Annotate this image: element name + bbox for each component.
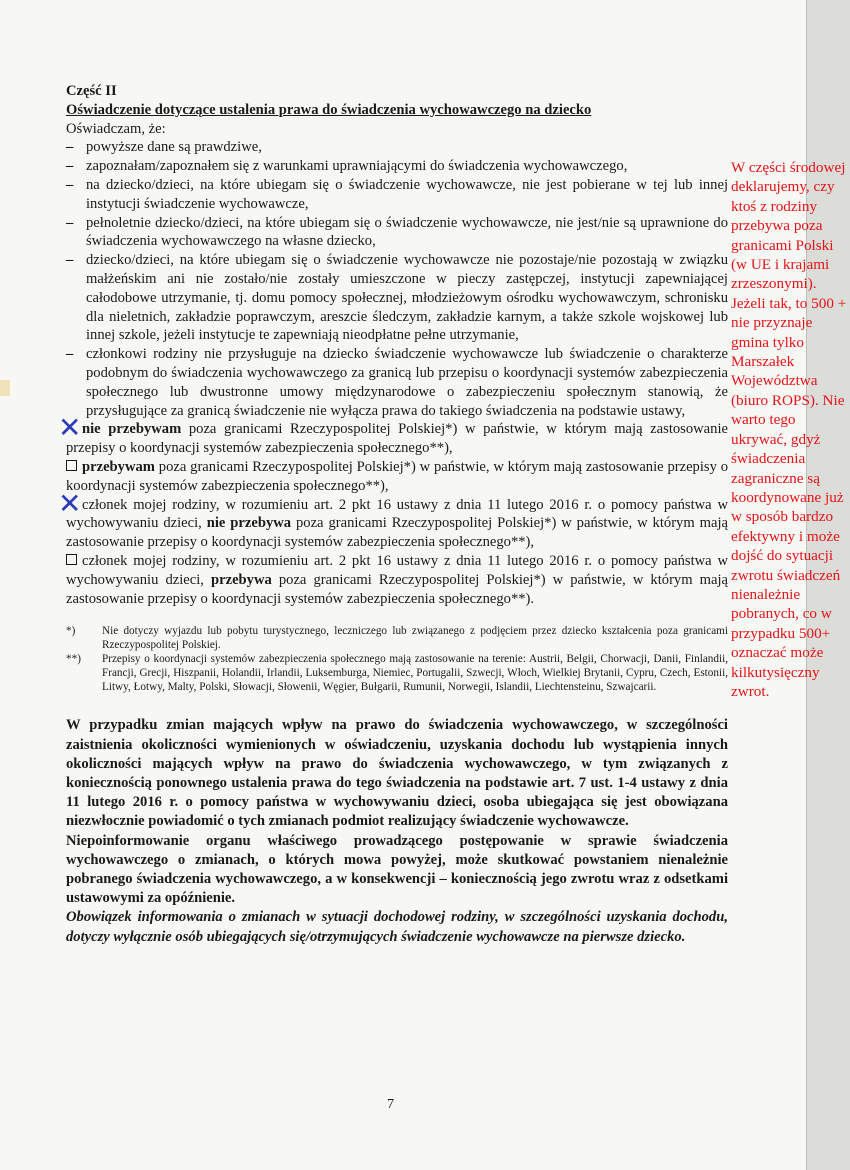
- option-text: poza granicami Rzeczypospolitej Polskiej*) w państwie, w którym mają zastosowanie przepisy o koordynacji systemów zabezpieczenia społecznego**),: [66, 458, 728, 494]
- checkbox-abroad-self[interactable]: [66, 460, 77, 471]
- document-content: [58, 82, 728, 947]
- option-abroad-self[interactable]: [66, 458, 728, 496]
- list-item: – na dziecko/dzieci, na które ubiegam się o świadczenie wychowawcze, nie jest pobierane w tej lub innej instytucji świadczenie wychowawcze,: [66, 176, 728, 214]
- notice-consequences: Niepoinformowanie organu właściwego prowadzącego postępowanie w sprawie świadczenia wychowawczego o zmianach, o których mowa powyżej, może skutkować powstaniem nienależnie pobranego świadczenia wychowawczego, a w konsekwencji – koniecznością jego zwrotu wraz z odsetkami ustawowymi za opóźnienie.: [66, 832, 728, 907]
- checkbox-abroad-family[interactable]: [66, 554, 77, 565]
- list-item: – dziecko/dzieci, na które ubiegam się o świadczenie wychowawcze nie pozostaje/nie pozostają w związku małżeńskim ani nie zostało/nie zostały umieszczone w pieczy zastępczej, instytucji zapewniającej całodobowe utrzymanie, tj. domu pomocy społecznej, młodzieżowym ośrodku wychowawczym, schronisku dla nieletnich, zakładzie poprawczym, areszcie śledczym, zakładzie karnym, a także szkole wojskowej lub innej szkole, jeżeli instytucje te zapewniają nieodpłatne pełne utrzymanie,: [66, 251, 728, 345]
- declaration-list: [66, 138, 728, 420]
- footnote-text: Nie dotyczy wyjazdu lub pobytu turystycznego, leczniczego lub związanego z podjęciem przez dziecko kształcenia poza granicami Rzeczypospolitej Polskiej.: [102, 625, 728, 652]
- section-heading: Oświadczenie dotyczące ustalenia prawa do świadczenia wychowawczego na dziecko: [66, 101, 592, 118]
- option-not-abroad-self[interactable]: [58, 411, 728, 458]
- footnote-mark: *): [66, 625, 76, 638]
- list-item: – pełnoletnie dziecko/dzieci, na które ubiegam się o świadczenie wychowawcze, nie jest/nie są uprawnione do świadczenia wychowawczego na własne dziecko,: [66, 214, 728, 252]
- margin-annotation: W części środowej deklarujemy, czy ktoś z rodziny przebywa poza granicami Polski (w UE i krajami zrzeszonymi). Jeżeli tak, to 500 + nie przyznaje gmina tylko Marszałek Województwa (biuro ROPS). Nie warto tego ukrywać, gdyż świadczenia zagraniczne są koordynowane już w sposób bardzo efektywny i może dojść do sytuacji zwrotu świadczeń nienależnie pobranych, co w przypadku 500+ oznaczać może kilkutysięczny zwrot.: [731, 159, 847, 700]
- footnote: [66, 652, 728, 694]
- list-item: – zapoznałam/zapoznałem się z warunkami uprawniającymi do świadczenia wychowawczego,: [66, 157, 728, 176]
- option-text: członek mojej rodziny, w rozumieniu art. 2 pkt 16 ustawy z dnia 11 lutego 2016 r. o pomocy państwa w wychowywaniu dzieci,: [66, 552, 728, 588]
- scan-stain: [0, 380, 10, 396]
- option-text: poza granicami Rzeczypospolitej Polskiej*) w państwie, w którym mają zastosowanie przepisy o koordynacji systemów zabezpieczenia społecznego**),: [66, 421, 728, 457]
- part-label: Część II: [66, 83, 117, 99]
- option-text: poza granicami Rzeczypospolitej Polskiej*) w państwie, w którym mają zastosowanie przepisy o koordynacji systemów zabezpieczenia społecznego**).: [66, 571, 728, 607]
- option-not-abroad-family[interactable]: [58, 486, 728, 552]
- option-bold-text: przebywam: [82, 458, 155, 475]
- option-text: członek mojej rodziny, w rozumieniu art. 2 pkt 16 ustawy z dnia 11 lutego 2016 r. o pomocy państwa w wychowywaniu dzieci,: [66, 496, 728, 532]
- option-bold-text: nie przebywam: [82, 421, 182, 438]
- list-item: – powyższe dane są prawdziwe,: [66, 138, 728, 157]
- footnote: [66, 624, 728, 652]
- notice-changes: W przypadku zmian mających wpływ na prawo do świadczenia wychowawczego, w szczególności zaistnienia okoliczności wymienionych w oświadczeniu, uzyskania dochodu lub wystąpienia innych okoliczności mających wpływ na prawo do świadczenia wychowawczego, w tym związanych z koniecznością ponownego ustalenia prawa do tego świadczenia na podstawie art. 7 ust. 1-4 ustawy z dnia 11 lutego 2016 r. o pomocy państwa w wychowywaniu dzieci, osoba ubiegająca się jest obowiązana niezwłocznie powiadomić o tych zmianach podmiot realizujący świadczenie wychowawcze.: [66, 717, 728, 830]
- option-bold-text: nie przebywa: [206, 515, 292, 532]
- list-item: – członkowi rodziny nie przysługuje na dziecko świadczenie wychowawcze lub świadczenie o charakterze podobnym do świadczenia wychowawczego za granicą lub przepisu o koordynacji systemów zabezpieczenia społecznego lub dwustronne umowy międzynarodowe o zabezpieczeniu społecznym stanowią, że przysługujące za granicą świadczenie nie wyłącza prawa do takiego świadczenia na podstawie ustawy,: [66, 345, 728, 420]
- footnote-mark: **): [66, 653, 81, 666]
- option-text: poza granicami Rzeczypospolitej Polskiej*) w państwie, w którym mają zastosowanie przepisy o koordynacji systemów zabezpieczenia społecznego**),: [66, 515, 728, 551]
- footnote-text: Przepisy o koordynacji systemów zabezpieczenia społecznego mają zastosowanie na terenie: Austrii, Belgii, Chorwacji, Danii, Finlandii, Francji, Grecji, Hiszpanii, Holandii, Irlandii, Luksemburga, Niemiec, Portugalii, Szwecji, Włoch, Wielkiej Brytanii, Cypru, Czech, Estonii, Litwy, Łotwy, Malty, Polski, Słowacji, Słowenii, Węgier, Bułgarii, Rumunii, Norwegii, Islandii, Liechtensteinu, Szwajcarii.: [102, 653, 728, 694]
- page-number: 7: [387, 1097, 394, 1112]
- notice-income: Obowiązek informowania o zmianach w sytuacji dochodowej rodziny, w szczególności uzyskania dochodu, dotyczy wyłącznie osób ubiegających się/otrzymujących świadczenie wychowawcze na pierwsze dziecko.: [66, 909, 728, 945]
- handwritten-x-mark: ✕: [58, 411, 82, 445]
- option-bold-text: przebywa: [211, 571, 272, 588]
- option-abroad-family[interactable]: [66, 552, 728, 608]
- intro-text: Oświadczam, że:: [66, 120, 166, 137]
- handwritten-x-mark: ✕: [58, 486, 82, 520]
